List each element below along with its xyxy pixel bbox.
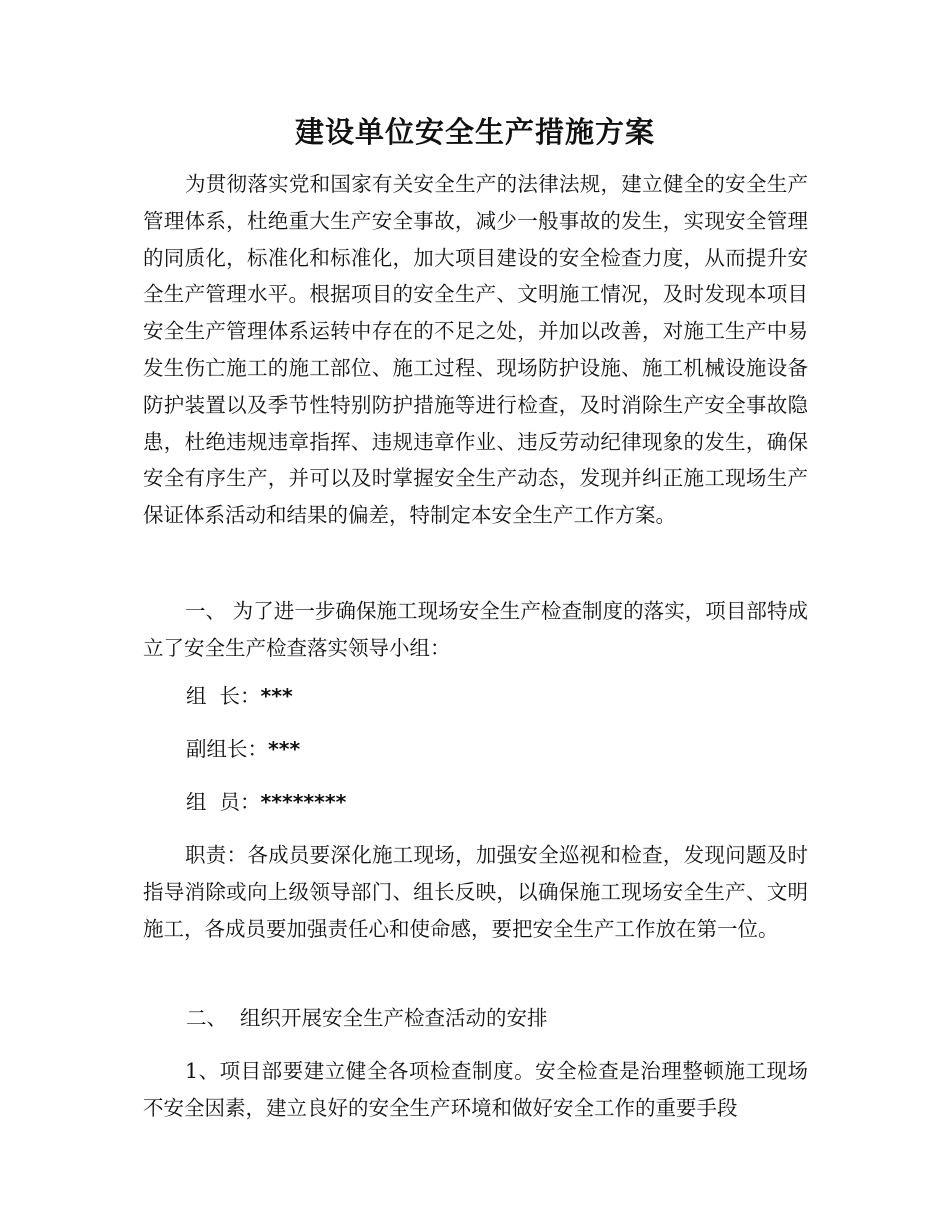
member-line <box>186 784 346 821</box>
deputy-leader-value: *** <box>268 737 301 761</box>
member-value: ******** <box>260 790 347 814</box>
member-label: 组 员： <box>186 790 261 814</box>
section-one-paragraph: 一、 为了进一步确保施工现场安全生产检查制度的落实，项目部特成立了安全生产检查落实领导小组： <box>143 599 808 660</box>
duty-paragraph: 职责：各成员要深化施工现场，加强安全巡视和检查，发现问题及时指导消除或向上级领导部门、组长反映，以确保施工现场安全生产、文明施工，各成员要加强责任心和使命感，要把安全生产工作放在第一位。 <box>143 843 808 941</box>
section-two-heading: 二、 组织开展安全生产检查活动的安排 <box>186 1006 548 1030</box>
leader-value: *** <box>260 684 293 708</box>
leader-line <box>186 678 293 715</box>
leader-label: 组 长： <box>186 684 261 708</box>
intro-paragraph: 为贯彻落实党和国家有关安全生产的法律法规，建立健全的安全生产管理体系，杜绝重大生产安全事故，减少一般事故的发生，实现安全管理的同质化，标准化和标准化，加大项目建设的安全检查力度，从而提升安全生产管理水平。根据项目的安全生产、文明施工情况，及时发现本项目安全生产管理体系运转中存在的不足之处，并加以改善，对施工生产中易发生伤亡施工的施工部位、施工过程、现场防护设施、施工机械设施设备防护装置以及季节性特别防护措施等进行检查，及时消除生产安全事故隐患，杜绝违规违章指挥、违规违章作业、违反劳动纪律现象的发生，确保安全有序生产，并可以及时掌握安全生产动态，发现并纠正施工现场生产保证体系活动和结果的偏差，特制定本安全生产工作方案。 <box>143 172 808 528</box>
item-one-paragraph: 1、项目部要建立健全各项检查制度。安全检查是治理整顿施工现场不安全因素，建立良好的安全生产环境和做好安全工作的重要手段 <box>143 1059 808 1120</box>
deputy-leader-label: 副组长： <box>186 737 268 761</box>
document-title: 建设单位安全生产措施方案 <box>294 115 655 149</box>
deputy-leader-line <box>186 731 300 768</box>
